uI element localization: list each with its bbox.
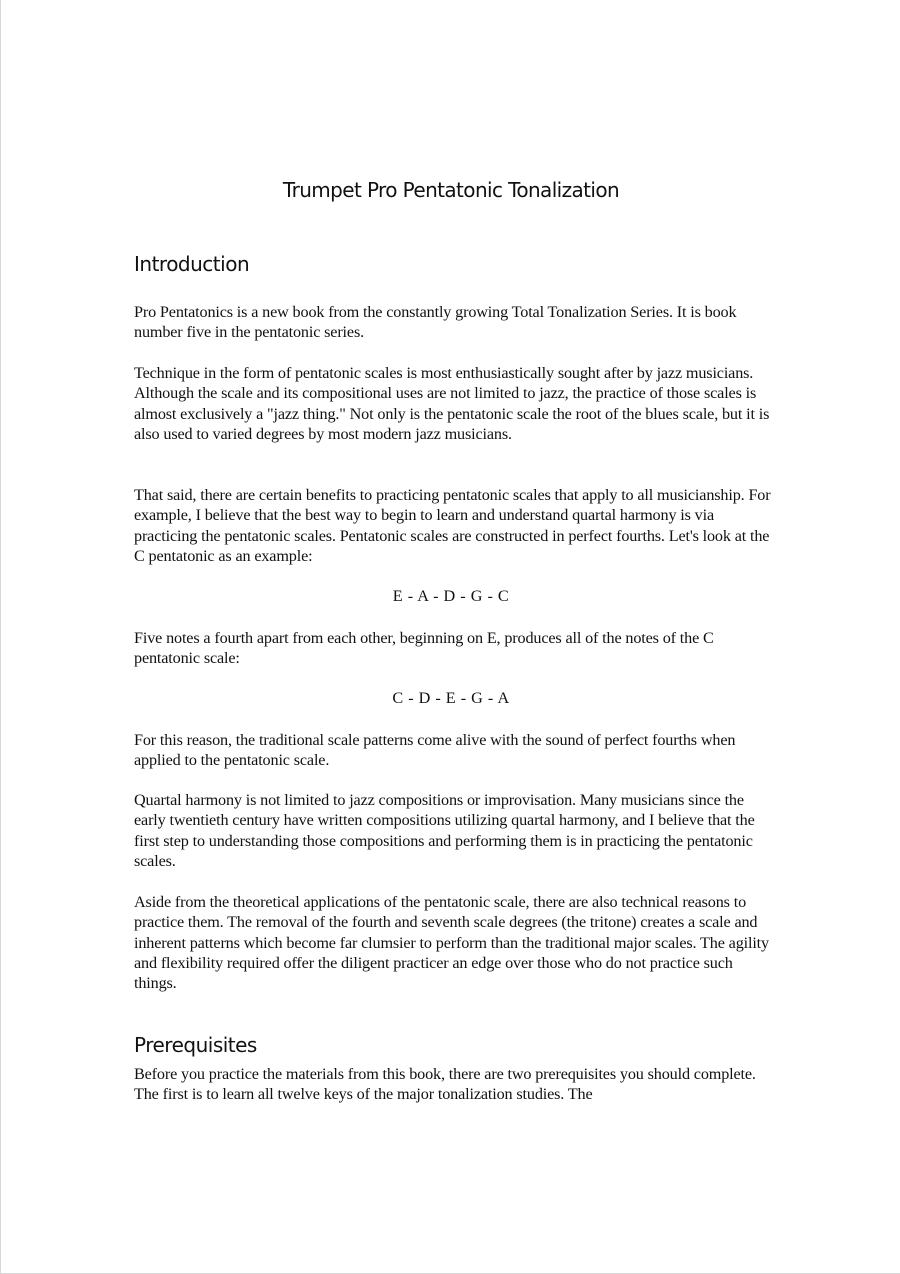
intro-paragraph-4: Five notes a fourth apart from each other, beginning on E, produces all of the notes of the C pentatonic scale: bbox=[134, 629, 714, 668]
intro-paragraph-6: Quartal harmony is not limited to jazz compositions or improvisation. Many musicians since the early twentieth century have written compositions utilizing quartal harmony, and I believe that the first step to understanding those compositions and performing them is in practicing the pentatonic scales. bbox=[134, 791, 755, 870]
document-title: Trumpet Pro Pentatonic Tonalization bbox=[282, 178, 620, 202]
prerequisites-paragraph-1: Before you practice the materials from this book, there are two prerequisites you should complete. The first is to learn all twelve keys of the major tonalization studies. The bbox=[134, 1065, 756, 1104]
intro-paragraph-2: Technique in the form of pentatonic scales is most enthusiastically sought after by jazz musicians. Although the scale and its compositional uses are not limited to jazz, the practice of those scales is almost exclusively a "jazz thing." Not only is the pentatonic scale the root of the blues scale, but it is also used to varied degrees by most modern jazz musicians. bbox=[134, 364, 770, 443]
intro-paragraph-3: That said, there are certain benefits to practicing pentatonic scales that apply to all musicianship. For example, I believe that the best way to begin to learn and understand quartal harmony is via practicing the pentatonic scales. Pentatonic scales are constructed in perfect fourths. Let's look at the C pentatonic as an example: bbox=[134, 486, 771, 565]
prerequisites-heading: Prerequisites bbox=[134, 1033, 257, 1057]
fourths-example: E - A - D - G - C bbox=[392, 587, 510, 605]
intro-paragraph-1: Pro Pentatonics is a new book from the constantly growing Total Tonalization Series. It is book number five in the pentatonic series. bbox=[134, 303, 737, 342]
intro-paragraph-7: Aside from the theoretical applications of the pentatonic scale, there are also technical reasons to practice them. The removal of the fourth and seventh scale degrees (the tritone) creates a scale and inherent patterns which become far clumsier to perform than the traditional major scales. The agility and flexibility required offer the diligent practicer an edge over those who do not practice such things. bbox=[134, 893, 769, 993]
introduction-heading: Introduction bbox=[134, 252, 250, 276]
scale-example: C - D - E - G - A bbox=[392, 689, 510, 707]
intro-paragraph-5: For this reason, the traditional scale patterns come alive with the sound of perfect fourths when applied to the pentatonic scale. bbox=[134, 731, 736, 770]
